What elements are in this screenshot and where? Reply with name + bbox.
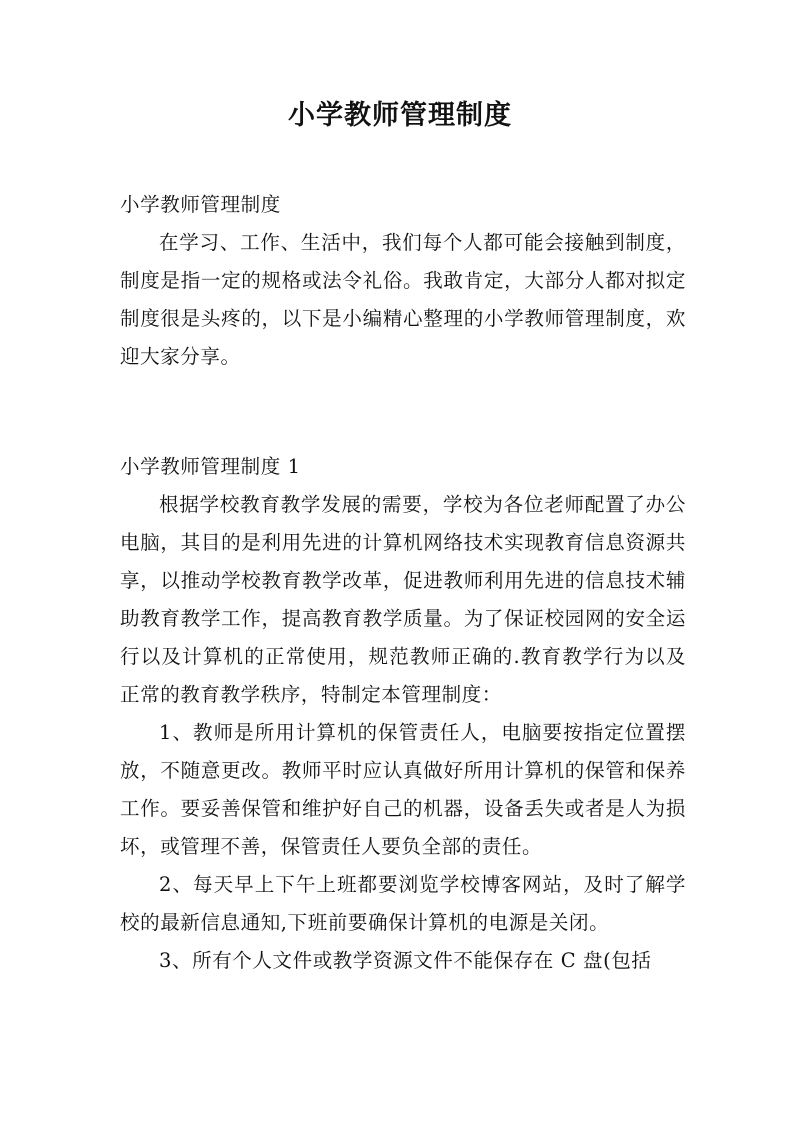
section-1 <box>120 448 686 980</box>
intro-section <box>120 186 686 376</box>
intro-heading: 小学教师管理制度 <box>120 193 281 216</box>
intro-paragraph: 在学习、工作、生活中，我们每个人都可能会接触到制度，制度是指一定的规格或法令礼俗。我敢肯定，大部分人都对拟定制度很是头疼的，以下是小编精心整理的小学教师管理制度，欢迎大家分享。 <box>120 231 686 368</box>
section-1-paragraph: 根据学校教育教学发展的需要，学校为各位老师配置了办公电脑，其目的是利用先进的计算机网络技术实现教育信息资源共享，以推动学校教育教学改革，促进教师利用先进的信息技术辅助教育教学工作，提高教育教学质量。为了保证校园网的安全运行以及计算机的正常使用，规范教师正确的.教育教学行为以及正常的教育教学秩序，特制定本管理制度： <box>120 493 686 706</box>
rule-item: 3、所有个人文件或教学资源文件不能保存在 C 盘(包括 <box>159 949 652 972</box>
page-title: 小学教师管理制度 <box>288 100 512 131</box>
rule-item: 2、每天早上下午上班都要浏览学校博客网站，及时了解学校的最新信息通知,下班前要确保计算机的电源是关闭。 <box>120 873 686 934</box>
rule-item: 1、教师是所用计算机的保管责任人，电脑要按指定位置摆放，不随意更改。教师平时应认真做好所用计算机的保管和保养工作。要妥善保管和维护好自己的机器，设备丢失或者是人为损坏，或管理不善，保管责任人要负全部的责任。 <box>120 721 686 858</box>
section-1-heading: 小学教师管理制度 1 <box>120 455 301 478</box>
